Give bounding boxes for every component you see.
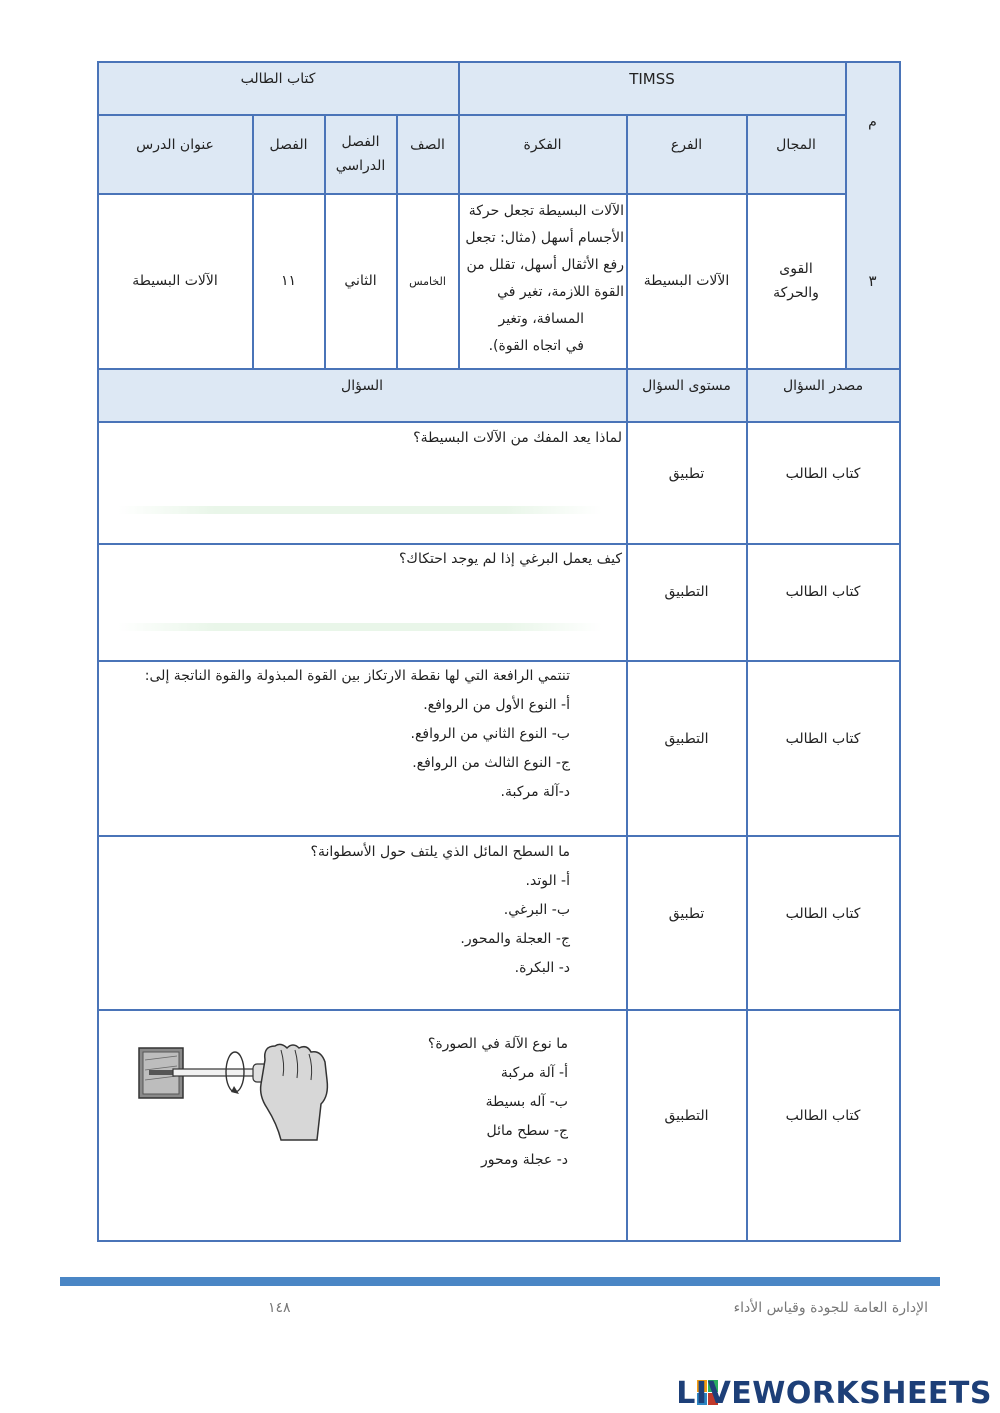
m-header: م (868, 114, 877, 130)
question-level: التطبيق (664, 1108, 709, 1124)
chapter-header: الفصل (269, 137, 308, 153)
question-line: تنتمي الرافعة التي لها نقطة الارتكاز بين القوة المبذولة والقوة الناتجة إلى: (144, 668, 570, 684)
lesson-title-value: الآلات البسيطة (132, 273, 218, 289)
domain-header: المجال (776, 137, 816, 153)
student-book-header: كتاب الطالب (240, 71, 316, 87)
question-option[interactable]: ب- البرغي. (503, 902, 570, 918)
question-option[interactable]: ج- سطح مائل (486, 1123, 568, 1139)
chapter-value: ١١ (280, 273, 297, 289)
idea-line: الآلات البسيطة تجعل حركة (468, 203, 624, 219)
semester-value: الثاني (344, 273, 377, 289)
question-source: كتاب الطالب (785, 1108, 861, 1124)
question-source: كتاب الطالب (785, 584, 861, 600)
question-option[interactable]: د- البكرة. (514, 960, 570, 976)
page-number: ١٤٨ (268, 1300, 291, 1316)
source-header: مصدر السؤال (782, 378, 864, 394)
question-option[interactable]: ج- العجلة والمحور. (460, 931, 570, 947)
domain-value (747, 194, 845, 368)
idea-header: الفكرة (523, 137, 562, 153)
question-source: كتاب الطالب (785, 906, 861, 922)
domain-value-line1: القوى (779, 261, 813, 277)
question-text (413, 424, 622, 453)
question-text (428, 1030, 568, 1175)
lesson-title-header: عنوان الدرس (136, 137, 214, 153)
idea-line: الأجسام أسهل (مثال: تجعل (465, 230, 624, 246)
liveworksheets-brand[interactable]: LIVEWORKSHEETS (676, 1376, 992, 1411)
question-option[interactable]: أ- الوتد. (525, 873, 570, 889)
question-level: التطبيق (664, 584, 709, 600)
idea-line: المسافة، وتغير (498, 311, 584, 327)
idea-value (460, 198, 624, 360)
question-source: كتاب الطالب (785, 731, 861, 747)
question-option[interactable]: ب- آله بسيطة (485, 1094, 568, 1110)
semester-header-line1: الفصل (341, 134, 380, 150)
timss-header: TIMSS (629, 70, 675, 88)
branch-header: الفرع (670, 137, 703, 153)
row-number: ٣ (868, 272, 877, 290)
idea-line: في اتجاه القوة). (488, 338, 584, 354)
question-option[interactable]: ج- النوع الثالث من الروافع. (412, 755, 570, 771)
question-header: السؤال (341, 378, 383, 394)
question-line: كيف يعمل البرغي إذا لم يوجد احتكاك؟ (399, 551, 622, 567)
answer-line[interactable] (118, 623, 602, 631)
question-source: كتاب الطالب (785, 465, 861, 482)
semester-header (325, 115, 396, 193)
idea-line: القوة اللازمة، تغير في (497, 284, 624, 300)
question-option[interactable]: أ- النوع الأول من الروافع. (423, 697, 570, 713)
branch-value: الآلات البسيطة (643, 273, 730, 289)
question-level: تطبيق (668, 465, 705, 482)
question-line: ما السطح المائل الذي يلتف حول الأسطوانة؟ (310, 844, 570, 860)
semester-header-line2: الدراسي (335, 158, 386, 174)
footer-bar (60, 1277, 940, 1286)
answer-line[interactable] (118, 506, 602, 514)
question-level: التطبيق (664, 731, 709, 747)
grade-value: الخامس (409, 274, 446, 288)
question-line: ما نوع الآلة في الصورة؟ (427, 1036, 568, 1052)
domain-value-line2: والحركة (773, 285, 819, 301)
department-name: الإدارة العامة للجودة وقياس الأداء (733, 1300, 928, 1316)
question-text (311, 838, 570, 983)
question-text (399, 545, 622, 574)
question-line: لماذا يعد المفك من الآلات البسيطة؟ (413, 430, 622, 446)
question-option[interactable]: د-آلة مركبة. (500, 784, 570, 800)
question-option[interactable]: أ- آلة مركبة (500, 1065, 568, 1081)
question-option[interactable]: ب- النوع الثاني من الروافع. (410, 726, 570, 742)
grade-header: الصف (410, 137, 445, 153)
idea-line: رفع الأثقال أسهل، تقلل من (466, 257, 624, 273)
question-level: تطبيق (668, 906, 705, 922)
screwdriver-illustration (135, 1040, 335, 1145)
level-header: مستوى السؤال (642, 378, 731, 394)
question-option[interactable]: د- عجلة ومحور (480, 1152, 568, 1168)
question-text (145, 662, 570, 807)
